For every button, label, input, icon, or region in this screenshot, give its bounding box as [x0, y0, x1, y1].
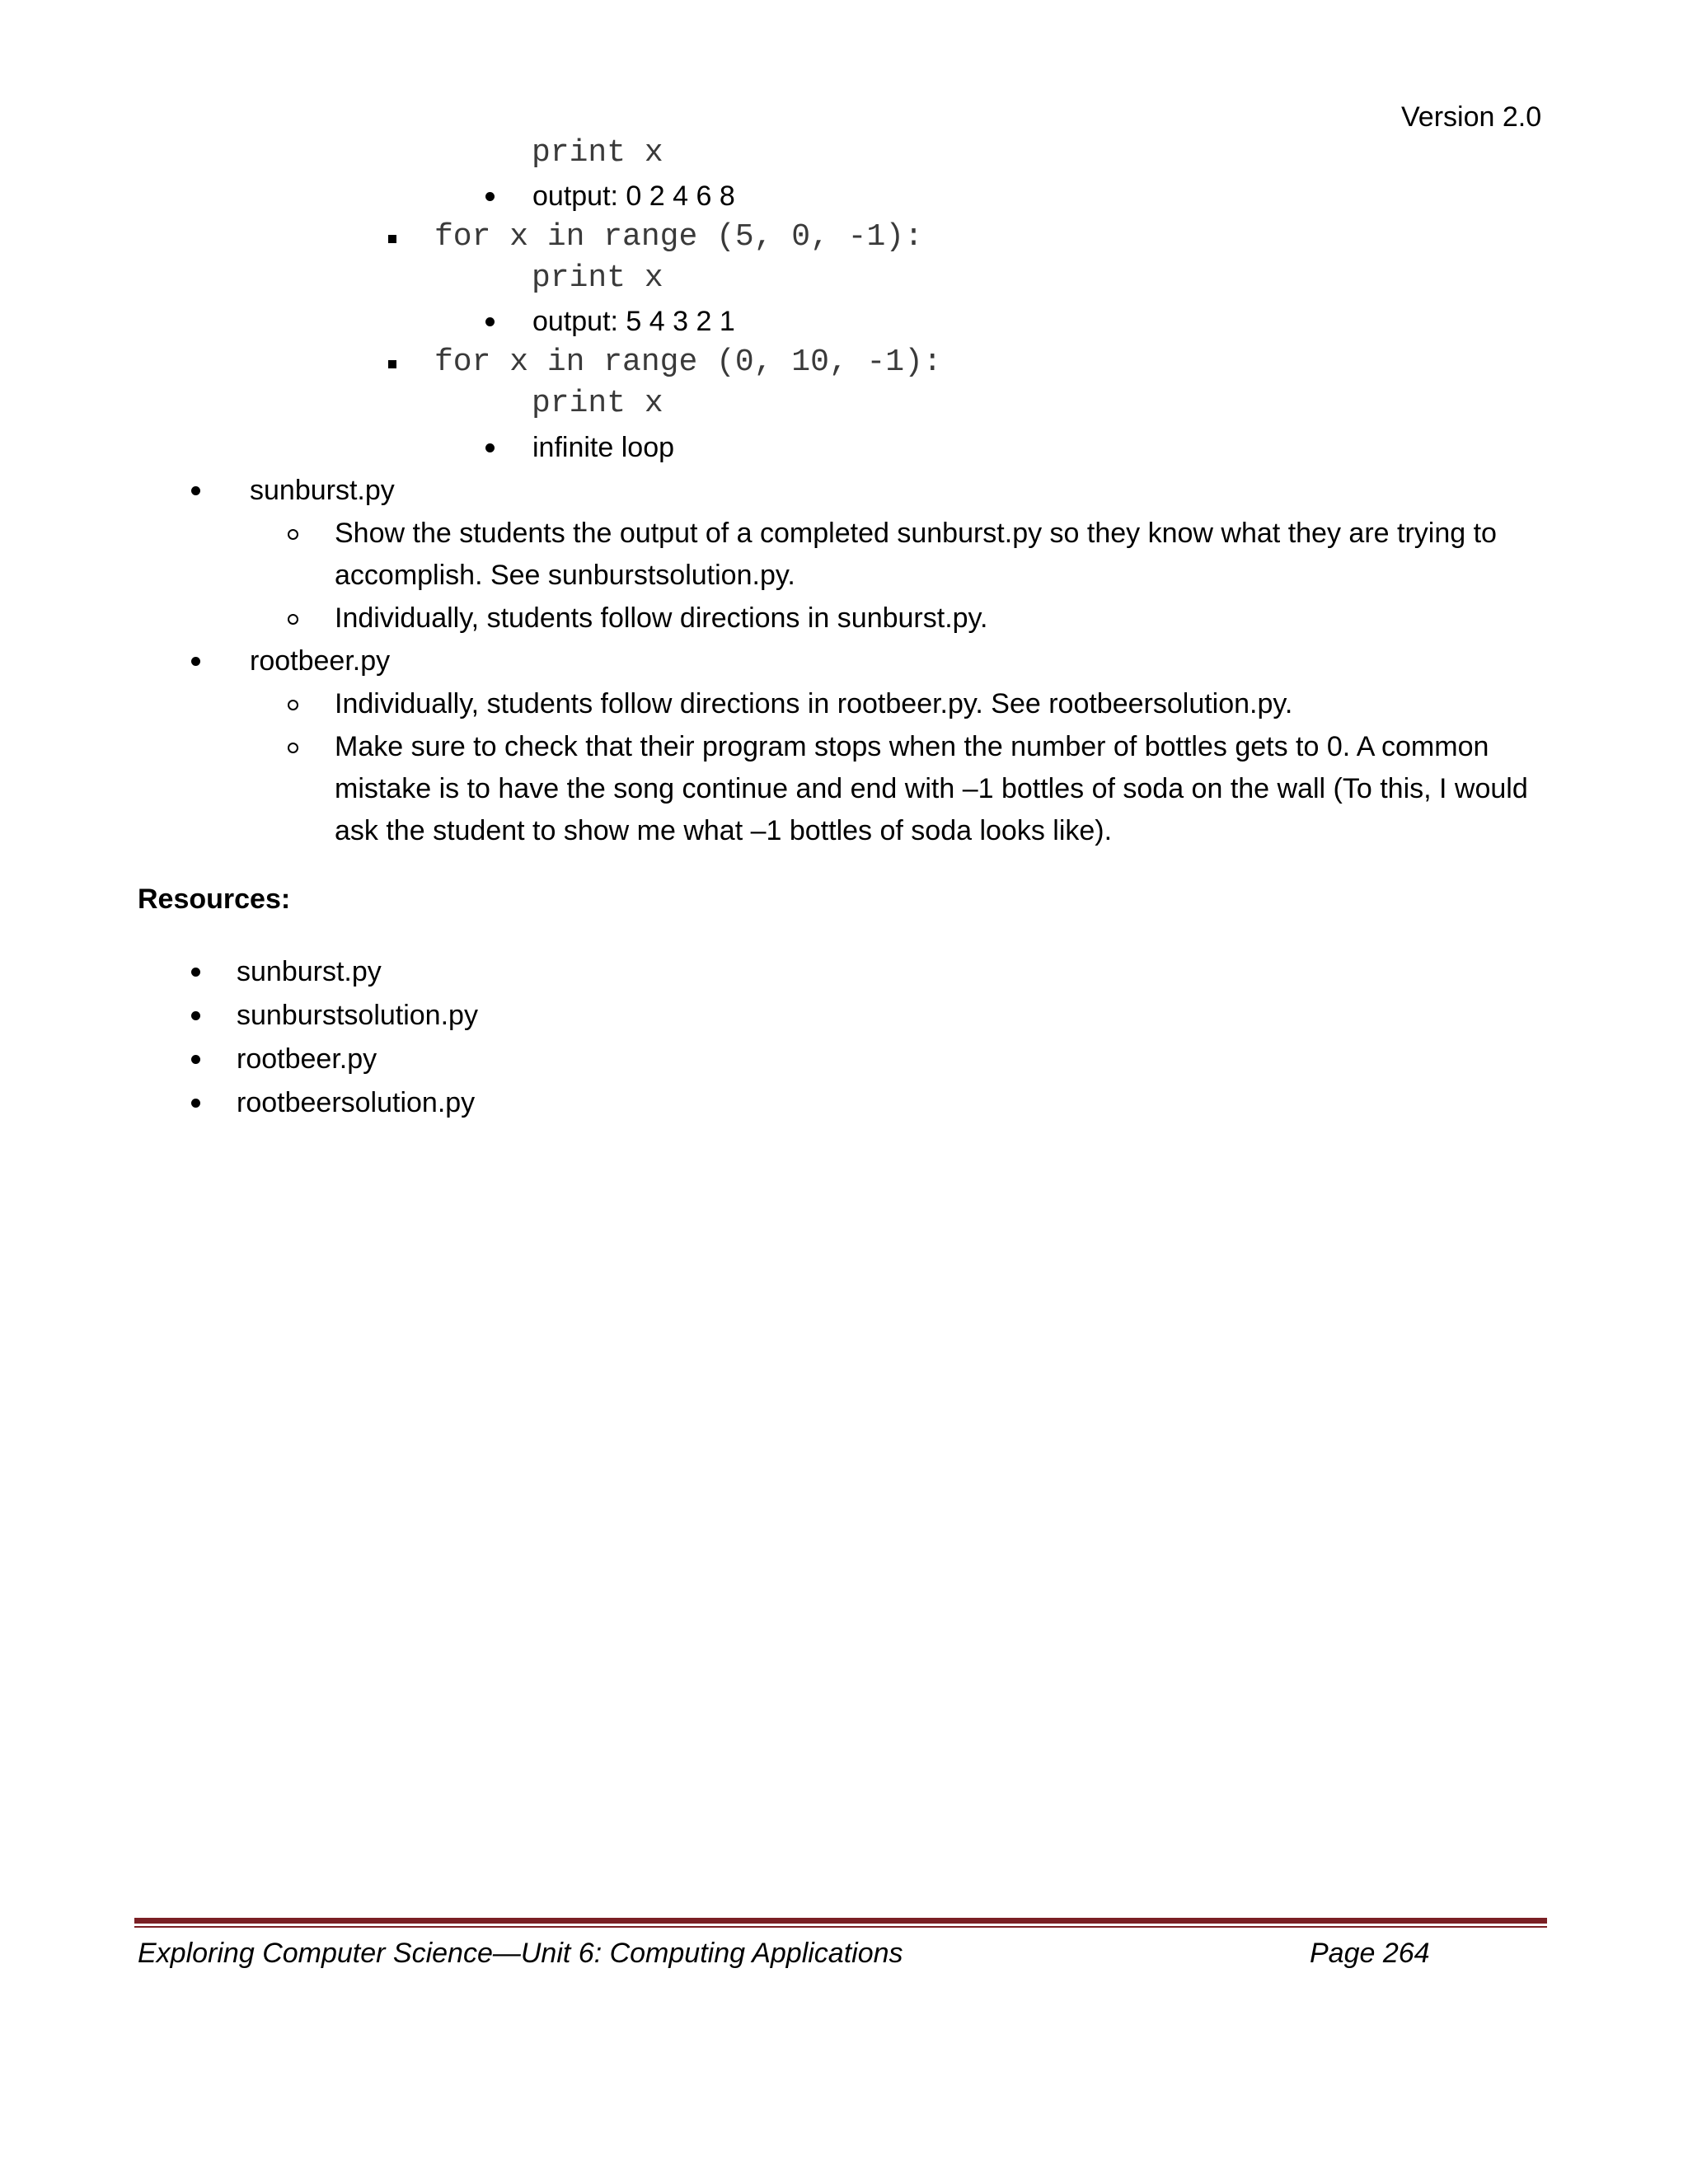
bullet-dot-icon	[191, 1011, 200, 1020]
bullet-dot-icon	[485, 192, 495, 201]
output-text: output: 5 4 3 2 1	[532, 306, 735, 337]
output-text: output: 0 2 4 6 8	[532, 180, 735, 212]
circle-bullet-icon	[288, 529, 298, 540]
list-item-text: mistake is to have the song continue and end with –1 bottles of soda on the wall (To this, I would	[335, 773, 1528, 804]
list-item-text: Make sure to check that their program stops when the number of bottles gets to 0. A common	[335, 731, 1489, 762]
code-line: print x	[532, 135, 663, 171]
circle-bullet-icon	[288, 743, 298, 753]
list-item-text: accomplish. See sunburstsolution.py.	[335, 560, 795, 591]
footer-title: Exploring Computer Science—Unit 6: Computing Applications	[138, 1938, 903, 1969]
footer-rule	[134, 1918, 1547, 1924]
circle-bullet-icon	[288, 700, 298, 710]
list-item-text: Individually, students follow directions in sunburst.py.	[335, 602, 988, 634]
resource-item: rootbeersolution.py	[237, 1087, 476, 1118]
resource-item: rootbeer.py	[237, 1043, 377, 1075]
list-item-text: Individually, students follow directions in rootbeer.py. See rootbeersolution.py.	[335, 688, 1293, 719]
code-line: for x in range (0, 10, -1):	[434, 344, 942, 380]
bullet-dot-icon	[485, 317, 495, 326]
bullet-dot-icon	[485, 443, 495, 452]
code-line: print x	[532, 386, 663, 421]
code-line: print x	[532, 260, 663, 296]
resources-heading: Resources:	[138, 883, 291, 915]
footer-rule-thin	[134, 1926, 1547, 1928]
bullet-dot-icon	[191, 1099, 200, 1108]
bullet-dot-icon	[191, 657, 200, 666]
output-text: infinite loop	[532, 432, 675, 463]
list-item-text: ask the student to show me what –1 bottles of soda looks like).	[335, 815, 1113, 846]
bullet-dot-icon	[191, 968, 200, 977]
resource-item: sunburst.py	[237, 956, 382, 987]
resource-item: sunburstsolution.py	[237, 1000, 478, 1031]
circle-bullet-icon	[288, 614, 298, 625]
square-bullet-icon	[388, 235, 396, 243]
bullet-dot-icon	[191, 486, 200, 495]
list-item-text: Show the students the output of a completed sunburst.py so they know what they are trying to	[335, 518, 1497, 549]
square-bullet-icon	[388, 360, 396, 368]
code-line: for x in range (5, 0, -1):	[434, 219, 923, 255]
version-label: Version 2.0	[1401, 101, 1542, 133]
page-number: Page 264	[1310, 1938, 1430, 1969]
bullet-dot-icon	[191, 1055, 200, 1064]
list-item-title: sunburst.py	[250, 475, 395, 506]
list-item-title: rootbeer.py	[250, 645, 391, 677]
